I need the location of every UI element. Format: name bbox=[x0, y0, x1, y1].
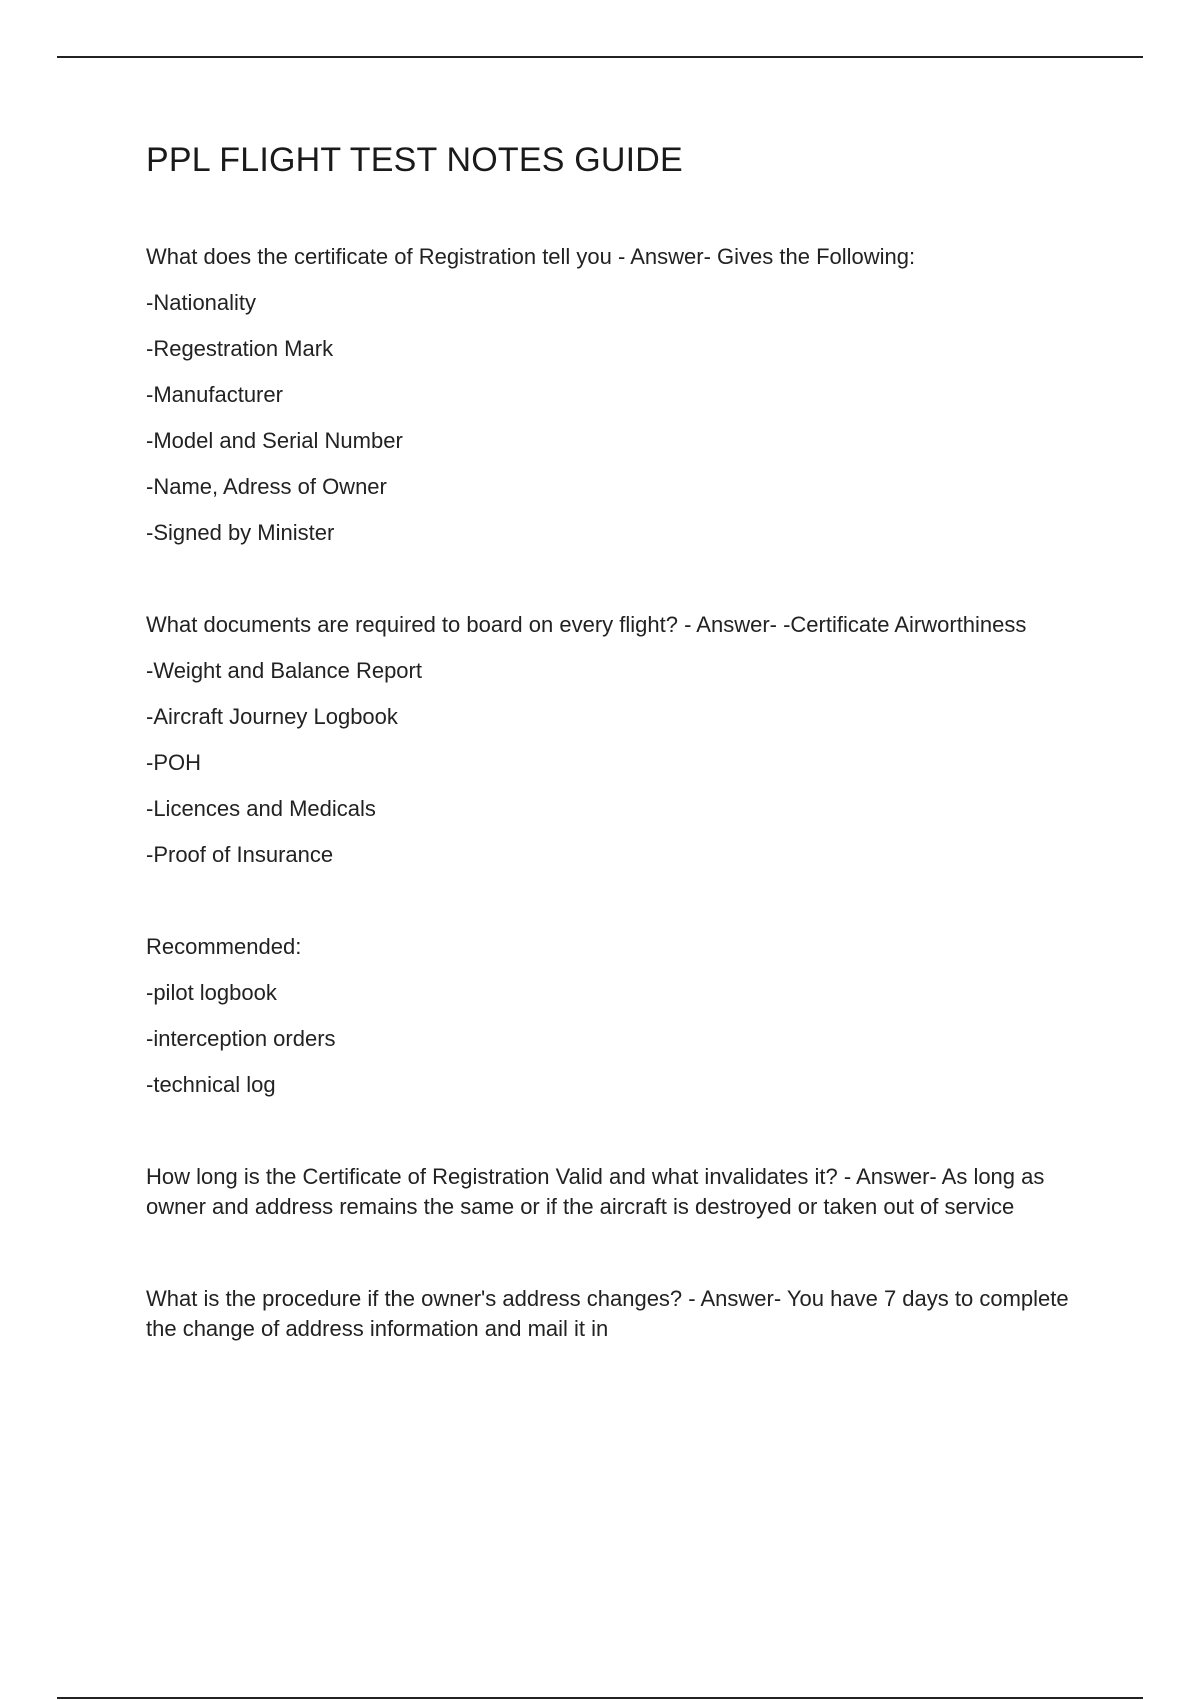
bottom-divider bbox=[57, 1697, 1143, 1699]
list-item: -pilot logbook bbox=[146, 980, 277, 1005]
question-text: How long is the Certificate of Registration Valid and what invalidates it? - Answer- As long as owner and address remains the same or if the aircraft is destroyed or taken out of service bbox=[146, 1164, 1045, 1219]
answer-list bbox=[146, 288, 1086, 548]
qa-required-documents bbox=[146, 610, 1086, 870]
recommended-heading: Recommended: bbox=[146, 934, 302, 959]
qa-registration-certificate bbox=[146, 242, 1086, 548]
qa-address-change bbox=[146, 1284, 1086, 1344]
top-divider bbox=[57, 56, 1143, 58]
list-item: -interception orders bbox=[146, 1026, 336, 1051]
list-item: -technical log bbox=[146, 1072, 276, 1097]
list-item: -Aircraft Journey Logbook bbox=[146, 704, 398, 729]
list-item: -Model and Serial Number bbox=[146, 428, 403, 453]
recommended-section bbox=[146, 932, 1086, 1100]
answer-list bbox=[146, 656, 1086, 870]
list-item: -Licences and Medicals bbox=[146, 796, 376, 821]
list-item: -Manufacturer bbox=[146, 382, 283, 407]
question-text: What does the certificate of Registration tell you - Answer- Gives the Following: bbox=[146, 244, 916, 269]
recommended-list bbox=[146, 978, 1086, 1100]
document-body bbox=[146, 140, 1086, 1344]
list-item: -Signed by Minister bbox=[146, 520, 335, 545]
qa-registration-validity bbox=[146, 1162, 1086, 1222]
list-item: -Nationality bbox=[146, 290, 257, 315]
list-item: -Regestration Mark bbox=[146, 336, 334, 361]
list-item: -POH bbox=[146, 750, 201, 775]
list-item: -Proof of Insurance bbox=[146, 842, 334, 867]
question-text: What is the procedure if the owner's address changes? - Answer- You have 7 days to complete the change of address information and mail it in bbox=[146, 1286, 1069, 1341]
list-item: -Name, Adress of Owner bbox=[146, 474, 387, 499]
question-text: What documents are required to board on every flight? - Answer- -Certificate Airworthiness bbox=[146, 612, 1027, 637]
page-title: PPL FLIGHT TEST NOTES GUIDE bbox=[146, 141, 683, 179]
list-item: -Weight and Balance Report bbox=[146, 658, 422, 683]
